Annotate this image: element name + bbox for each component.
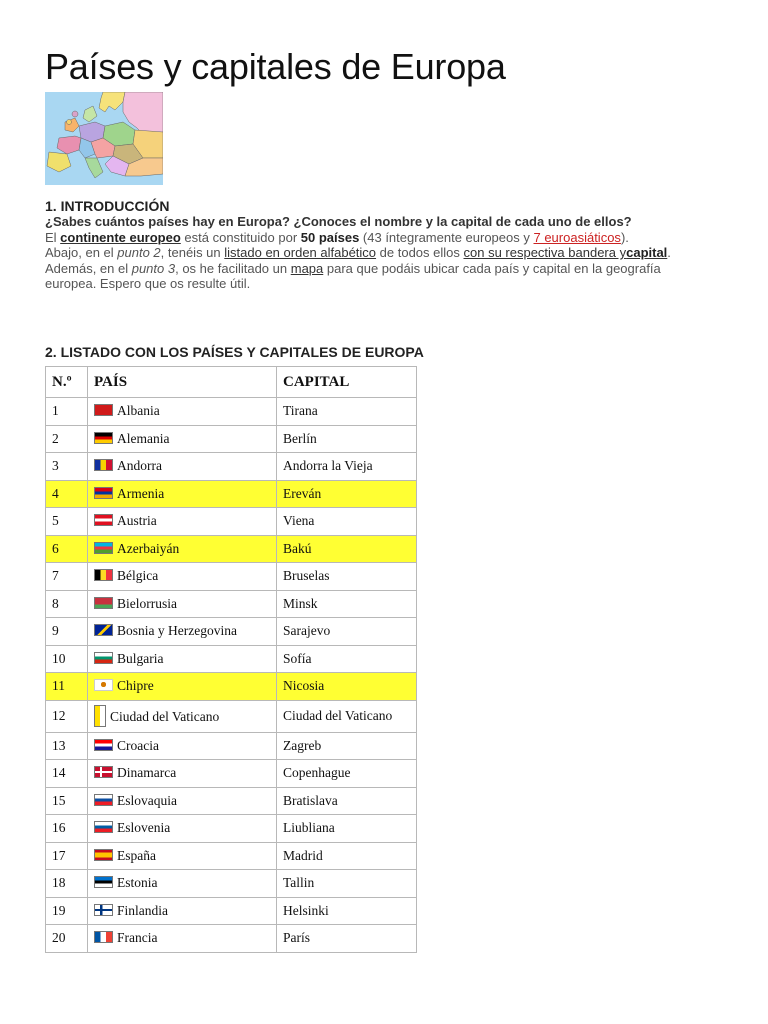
capital-cell: Bratislava — [277, 787, 417, 815]
country-name: Eslovenia — [117, 820, 171, 836]
countries-table — [45, 366, 417, 953]
bandera-link-text: con su respectiva bandera y — [463, 245, 627, 260]
row-number: 10 — [46, 645, 88, 673]
country-cell — [88, 535, 277, 563]
countries-count: 50 países — [300, 229, 360, 245]
country-name: Armenia — [117, 485, 165, 501]
table-row — [46, 425, 417, 453]
capital-cell: Sarajevo — [277, 618, 417, 646]
country-name: Chipre — [117, 678, 154, 694]
country-name: Bélgica — [117, 568, 159, 584]
row-number: 3 — [46, 453, 88, 481]
capital-cell: Berlín — [277, 425, 417, 453]
country-name: Estonia — [117, 875, 158, 891]
capital-cell: Nicosia — [277, 673, 417, 701]
country-name: Francia — [117, 930, 158, 946]
row-number: 1 — [46, 398, 88, 426]
country-name: Alemania — [117, 430, 170, 446]
continente-europeo-link-text: continente europeo — [60, 229, 181, 245]
country-cell — [88, 590, 277, 618]
intro-text: Además, en el — [45, 260, 132, 276]
country-name: Dinamarca — [117, 765, 177, 781]
row-number: 8 — [46, 590, 88, 618]
capital-link-text: capital — [626, 245, 668, 260]
intro-text: . — [667, 245, 671, 260]
country-cell — [88, 563, 277, 591]
table-row — [46, 842, 417, 870]
table-row — [46, 870, 417, 898]
row-number: 6 — [46, 535, 88, 563]
row-number: 15 — [46, 787, 88, 815]
row-number: 9 — [46, 618, 88, 646]
intro-text: Abajo, en el — [45, 245, 118, 260]
armenia-flag-icon — [94, 487, 113, 499]
page-title: Países y capitales de Europa — [45, 46, 506, 87]
listado-heading: 2. LISTADO CON LOS PAÍSES Y CAPITALES DE EUROPA — [45, 344, 424, 360]
intro-line-2 — [45, 245, 735, 261]
intro-text: , os he facilitado un — [175, 260, 291, 276]
row-number: 18 — [46, 870, 88, 898]
euroasiaticos-link[interactable]: 7 euroasiáticos — [533, 229, 621, 245]
germany-flag-icon — [94, 432, 113, 444]
country-cell — [88, 480, 277, 508]
table-row — [46, 535, 417, 563]
row-number: 20 — [46, 925, 88, 953]
capital-cell: Helsinki — [277, 897, 417, 925]
intro-text: (43 íntegramente europeos y — [359, 229, 534, 245]
intro-text: ). — [620, 229, 629, 245]
table-row — [46, 480, 417, 508]
country-cell — [88, 787, 277, 815]
capital-cell: Bakú — [277, 535, 417, 563]
row-number: 7 — [46, 563, 88, 591]
table-row — [46, 732, 417, 760]
table-row — [46, 590, 417, 618]
france-flag-icon — [94, 931, 113, 943]
estonia-flag-icon — [94, 876, 113, 888]
country-cell — [88, 815, 277, 843]
row-number: 12 — [46, 700, 88, 732]
country-cell — [88, 425, 277, 453]
row-number: 16 — [46, 815, 88, 843]
capital-cell: Ciudad del Vaticano — [277, 700, 417, 732]
mapa-link[interactable]: mapa — [290, 260, 324, 276]
table-row — [46, 897, 417, 925]
table-row — [46, 925, 417, 953]
row-number: 4 — [46, 480, 88, 508]
capital-cell: Madrid — [277, 842, 417, 870]
country-cell — [88, 645, 277, 673]
denmark-flag-icon — [94, 766, 113, 778]
spain-flag-icon — [94, 849, 113, 861]
belgium-flag-icon — [94, 569, 113, 581]
table-row — [46, 700, 417, 732]
capital-cell: Zagreb — [277, 732, 417, 760]
capital-cell: Copenhague — [277, 760, 417, 788]
row-number: 17 — [46, 842, 88, 870]
capital-cell: Tallin — [277, 870, 417, 898]
country-cell — [88, 732, 277, 760]
finland-flag-icon — [94, 904, 113, 916]
row-number: 2 — [46, 425, 88, 453]
country-cell — [88, 453, 277, 481]
intro-line-1 — [45, 230, 735, 246]
country-cell — [88, 842, 277, 870]
capital-cell: Minsk — [277, 590, 417, 618]
slovakia-flag-icon — [94, 794, 113, 806]
azerbaijan-flag-icon — [94, 542, 113, 554]
row-number: 14 — [46, 760, 88, 788]
intro-text: El — [45, 229, 61, 245]
table-header-row — [46, 367, 417, 398]
country-name: Finlandia — [117, 902, 168, 918]
country-cell — [88, 700, 277, 732]
table-row — [46, 563, 417, 591]
country-name: Azerbaiyán — [117, 540, 180, 556]
table-row — [46, 645, 417, 673]
table-row — [46, 815, 417, 843]
punto-2-ref: punto 2 — [117, 245, 161, 260]
albania-flag-icon — [94, 404, 113, 416]
country-name: Eslovaquia — [117, 792, 177, 808]
country-cell — [88, 925, 277, 953]
punto-3-ref: punto 3 — [131, 260, 176, 276]
capital-cell: Sofía — [277, 645, 417, 673]
capital-cell: Tirana — [277, 398, 417, 426]
column-header-number: N.º — [46, 367, 88, 398]
table-row — [46, 618, 417, 646]
cyprus-flag-icon — [94, 679, 113, 691]
country-cell — [88, 618, 277, 646]
intro-text: de todos ellos — [376, 245, 464, 260]
row-number: 5 — [46, 508, 88, 536]
row-number: 13 — [46, 732, 88, 760]
country-name: Andorra — [117, 458, 162, 474]
table-row — [46, 787, 417, 815]
column-header-capital: CAPITAL — [277, 367, 417, 398]
intro-text: para que podáis ubicar cada país y capital en la geografía — [323, 260, 661, 276]
continente-europeo-link[interactable] — [60, 230, 181, 245]
country-cell — [88, 897, 277, 925]
country-name: Ciudad del Vaticano — [110, 709, 220, 724]
country-cell — [88, 760, 277, 788]
column-header-country: PAÍS — [88, 367, 277, 398]
country-name: Austria — [117, 513, 157, 529]
europe-map-image — [45, 92, 163, 185]
country-name: Bulgaria — [117, 650, 164, 666]
table-row — [46, 453, 417, 481]
table-row — [46, 398, 417, 426]
table-row — [46, 508, 417, 536]
introduction-heading: 1. INTRODUCCIÓN — [45, 198, 170, 214]
country-name: Croacia — [117, 737, 159, 753]
austria-flag-icon — [94, 514, 113, 526]
introduction-section — [45, 198, 735, 292]
country-cell — [88, 673, 277, 701]
europe-map-thumbnail[interactable] — [45, 92, 163, 185]
table-row — [46, 760, 417, 788]
andorra-flag-icon — [94, 459, 113, 471]
capital-cell: Ereván — [277, 480, 417, 508]
capital-cell: París — [277, 925, 417, 953]
country-cell — [88, 398, 277, 426]
vatican-flag-icon — [94, 705, 106, 727]
bandera-link[interactable] — [464, 245, 668, 260]
capital-cell: Andorra la Vieja — [277, 453, 417, 481]
bosnia-flag-icon — [94, 624, 113, 636]
intro-text: está constituido por — [180, 229, 301, 245]
country-name: Albania — [117, 403, 160, 419]
intro-text: , tenéis un — [160, 245, 225, 260]
belarus-flag-icon — [94, 597, 113, 609]
country-name: Bosnia y Herzegovina — [117, 623, 237, 639]
bulgaria-flag-icon — [94, 652, 113, 664]
row-number: 11 — [46, 673, 88, 701]
intro-line-3 — [45, 261, 735, 277]
introduction-question: ¿Sabes cuántos países hay en Europa? ¿Conoces el nombre y la capital de cada uno de ellos? — [45, 214, 632, 229]
slovenia-flag-icon — [94, 821, 113, 833]
country-name: Bielorrusia — [117, 595, 177, 611]
intro-line-4: europea. Espero que os resulte útil. — [45, 276, 251, 291]
croatia-flag-icon — [94, 739, 113, 751]
country-cell — [88, 870, 277, 898]
listado-link[interactable]: listado en orden alfabético — [224, 245, 377, 260]
capital-cell: Viena — [277, 508, 417, 536]
row-number: 19 — [46, 897, 88, 925]
country-cell — [88, 508, 277, 536]
capital-cell: Liubliana — [277, 815, 417, 843]
country-name: España — [117, 847, 156, 863]
capital-cell: Bruselas — [277, 563, 417, 591]
table-row — [46, 673, 417, 701]
